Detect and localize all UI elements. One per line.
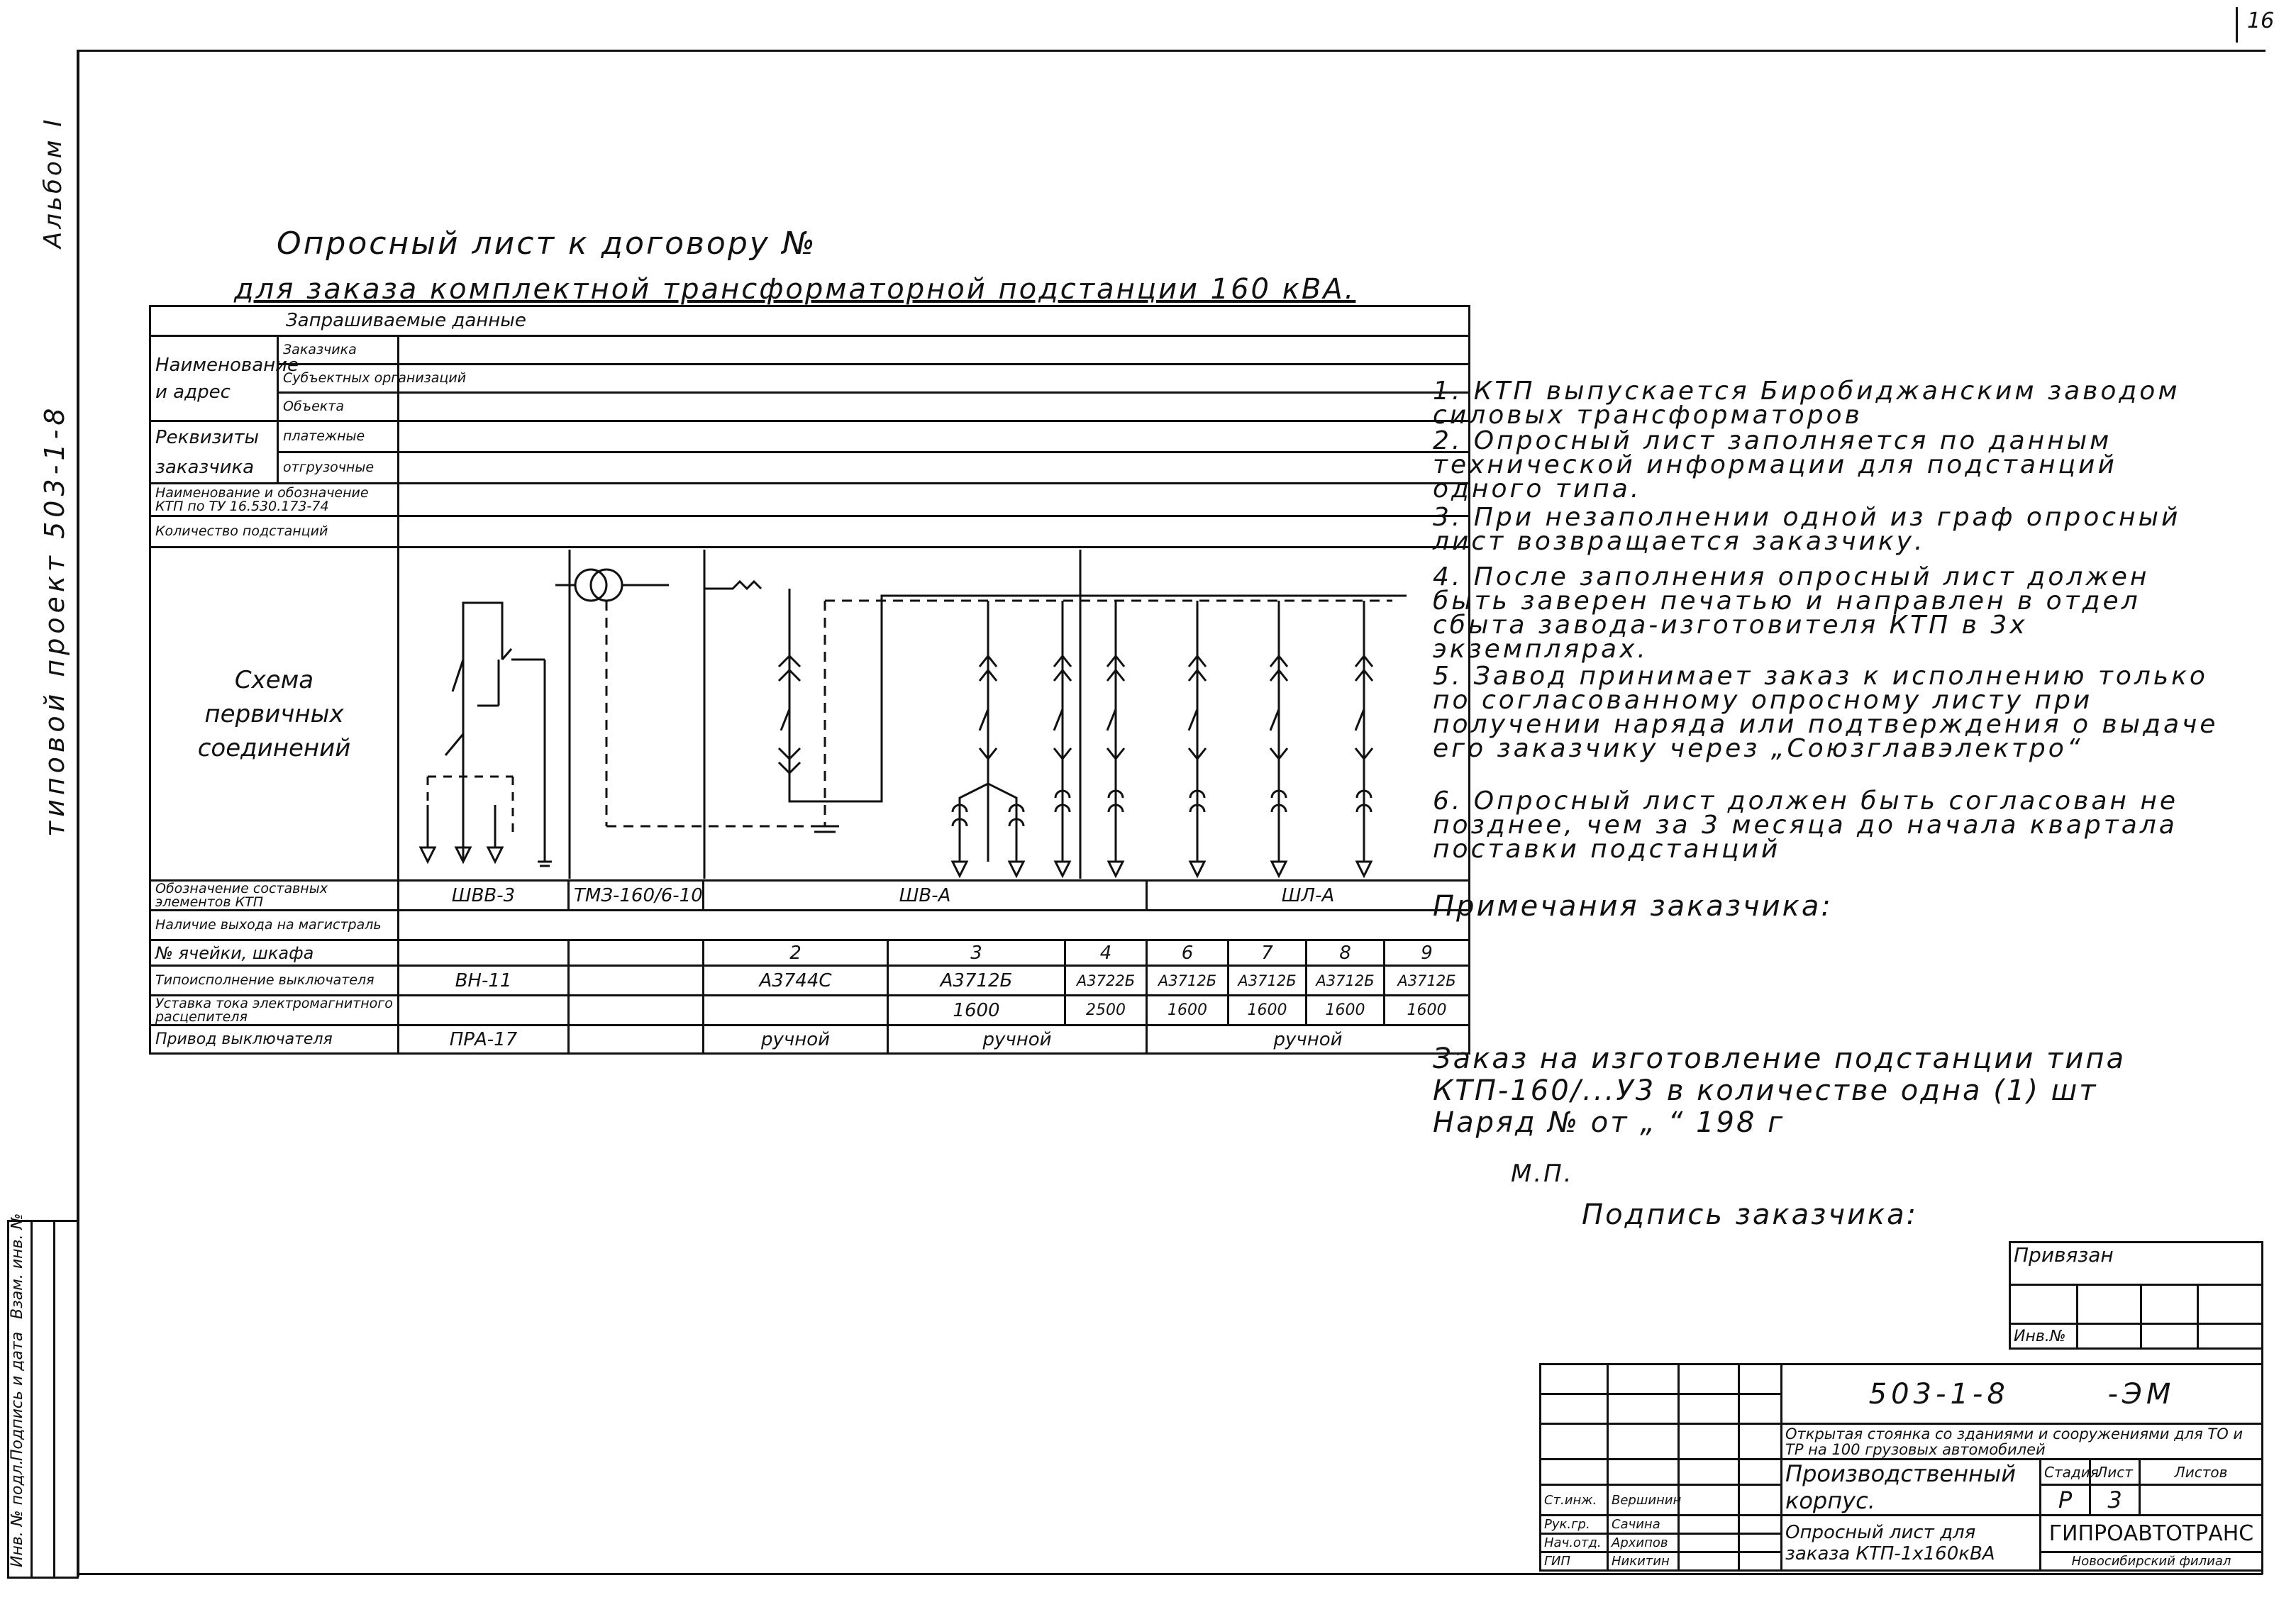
doc-code-suffix: -ЭМ <box>2107 1377 2175 1411</box>
row-3-label: Типоисполнение выключателя <box>150 966 399 996</box>
stamp-label-3: Взам. инв. № <box>9 1213 26 1319</box>
order-line1: Заказ на изготовление подстанции типа <box>1433 1043 2126 1075</box>
name-sub-1: Субъектных организаций <box>278 365 399 393</box>
bottom-border <box>77 1573 2263 1575</box>
row-5-cell-0: ПРА-17 <box>399 1025 569 1054</box>
row-2-cell-0 <box>399 940 569 966</box>
seal-label: М.П. <box>1511 1160 1574 1188</box>
schema-cell <box>399 547 1470 881</box>
name-2: Архипов <box>1608 1534 1679 1552</box>
sheets-value <box>2140 1485 2263 1516</box>
doc-title: Опросный лист для заказа КТП-1х160кВА <box>1782 1516 2041 1571</box>
note-5: 5. Завод принимает заказ к исполнению только по согласованному опросному листу при получении наряда или подтверждения о выдаче его заказчику через „Союзглавэлектро“ <box>1433 662 2219 763</box>
row-0-label: Обозначение составных элементов КТП <box>150 881 399 911</box>
name-0: Вершинин <box>1608 1485 1679 1516</box>
project-label: типовой проект 503-1-8 <box>39 404 70 837</box>
note-2: 2. Опросный лист заполняется по данным технической информации для подстанций одного типа. <box>1433 426 2117 504</box>
sheet-value: 3 <box>2090 1485 2140 1516</box>
stamp-label-1: Инв. № подл. <box>9 1460 26 1567</box>
customer-notes-label: Примечания заказчика: <box>1433 890 1833 923</box>
row-5-cell-1 <box>569 1025 704 1054</box>
row-2-label: № ячейки, шкафа <box>150 940 399 966</box>
linked-stamp <box>2009 1241 2263 1350</box>
inv-label: Инв.№ <box>2010 1324 2078 1349</box>
name-value-1[interactable] <box>399 365 1470 393</box>
outgoing-arrows <box>421 847 1371 876</box>
single-line-diagram <box>399 550 1392 879</box>
note-1: 1. КТП выпускается Биробиджанским заводом силовых трансформаторов <box>1433 377 2180 430</box>
order-line2: КТП-160/...У3 в количестве одна (1) шт <box>1433 1074 2098 1107</box>
heading-line1: Опросный лист к договору № <box>277 226 817 262</box>
row-3-cell-7: А3712Б <box>1307 966 1385 996</box>
row-5-label: Привод выключателя <box>150 1025 399 1054</box>
req-label: Реквизиты заказчика <box>150 421 278 484</box>
row-3-cell-3: А3712Б <box>888 966 1065 996</box>
heading-line2: для заказа комплектной трансформаторной подстанции 160 кВА. <box>234 273 1356 306</box>
designation-label: Наименование и обозначение КТП по ТУ 16.530.173-74 <box>150 484 399 516</box>
req-value-1[interactable] <box>399 452 1470 484</box>
schema-label: Схема первичных соединений <box>150 547 399 881</box>
row-3-cell-0: ВН-11 <box>399 966 569 996</box>
row-3-cell-8: А3712Б <box>1385 966 1470 996</box>
name-value-0[interactable] <box>399 336 1470 365</box>
row-5-cell-2: ручной <box>704 1025 888 1054</box>
name-label: Наименование и адрес <box>150 336 278 421</box>
row-0-cell-1: ТМЗ-160/6-10 <box>569 881 704 911</box>
row-4-label: Уставка тока электромагнитного расцепителя <box>150 996 399 1025</box>
row-2-cell-6: 7 <box>1229 940 1307 966</box>
name-sub-0: Заказчика <box>278 336 399 365</box>
signature-2 <box>1679 1534 1739 1552</box>
building-name: Производственный корпус. <box>1782 1460 2041 1516</box>
role-3: ГИП <box>1541 1552 1608 1571</box>
req-value-0[interactable] <box>399 421 1470 452</box>
object-name: Открытая стоянка со зданиями и сооружениями для ТО и ТР на 100 грузовых автомобилей <box>1782 1424 2263 1460</box>
name-value-2[interactable] <box>399 393 1470 421</box>
role-0: Ст.инж. <box>1541 1485 1608 1516</box>
questionnaire-table <box>149 305 1470 1055</box>
row-4-cell-7: 1600 <box>1307 996 1385 1025</box>
row-1-label: Наличие выхода на магистраль <box>150 911 399 940</box>
stamp-label-2: Подпись и дата <box>9 1331 26 1461</box>
title-block <box>1539 1363 2263 1572</box>
branch-name: Новосибирский филиал <box>2041 1552 2263 1571</box>
name-sub-2: Объекта <box>278 393 399 421</box>
page-number: 16 <box>2247 9 2275 33</box>
row-2-cell-1 <box>569 940 704 966</box>
requested-data-header: Запрашиваемые данные <box>150 306 1470 336</box>
album-label: Альбом I <box>39 116 67 248</box>
doc-code-number: 503-1-8 <box>1868 1377 2009 1411</box>
row-3-cell-6: А3712Б <box>1229 966 1307 996</box>
row-4-cell-2 <box>704 996 888 1025</box>
count-value[interactable] <box>399 516 1470 547</box>
sheets-header: Листов <box>2140 1460 2263 1485</box>
note-4: 4. После заполнения опросный лист должен быть заверен печатью и направлен в отдел сбыта завода-изготовителя КТП в 3х экземплярах. <box>1433 562 2150 664</box>
org-name: ГИПРОАВТОТРАНС <box>2041 1516 2263 1552</box>
row-3-cell-4: А3722Б <box>1065 966 1147 996</box>
order-line3: Наряд № от „ “ 198 г <box>1433 1106 1785 1139</box>
row-0-cell-3: ШЛ-А <box>1147 881 1470 911</box>
row-3-cell-5: А3712Б <box>1147 966 1229 996</box>
row-0-cell-2: ШВ-А <box>704 881 1147 911</box>
row-1-value[interactable] <box>399 911 1470 940</box>
row-5-cell-4: ручной <box>1147 1025 1470 1054</box>
note-3: 3. При незаполнении одной из граф опросный лист возвращается заказчику. <box>1433 503 2181 556</box>
row-0-cell-0: ШВВ-3 <box>399 881 569 911</box>
stage-header: Стадия <box>2041 1460 2090 1485</box>
row-4-cell-6: 1600 <box>1229 996 1307 1025</box>
name-1: Сачина <box>1608 1516 1679 1534</box>
row-4-cell-3: 1600 <box>888 996 1065 1025</box>
row-4-cell-8: 1600 <box>1385 996 1470 1025</box>
row-2-cell-2: 2 <box>704 940 888 966</box>
sheet-header: Лист <box>2090 1460 2140 1485</box>
stage-value: Р <box>2041 1485 2090 1516</box>
note-6: 6. Опросный лист должен быть согласован не позднее, чем за 3 месяца до начала квартала поставки подстанций <box>1433 786 2179 864</box>
feeder-group <box>953 601 1372 862</box>
role-1: Рук.гр. <box>1541 1516 1608 1534</box>
count-label: Количество подстанций <box>150 516 399 547</box>
signature-3 <box>1679 1552 1739 1571</box>
customer-notes-area[interactable] <box>1433 929 2234 1028</box>
signature-1 <box>1679 1516 1739 1534</box>
name-3: Никитин <box>1608 1552 1679 1571</box>
row-2-cell-8: 9 <box>1385 940 1470 966</box>
signature-0 <box>1679 1485 1739 1516</box>
row-4-cell-0 <box>399 996 569 1025</box>
doc-code <box>1782 1364 2263 1424</box>
row-2-cell-3: 3 <box>888 940 1065 966</box>
req-sub-1: отгрузочные <box>278 452 399 484</box>
signature-label: Подпись заказчика: <box>1582 1199 1919 1231</box>
row-5-cell-3: ручной <box>888 1025 1147 1054</box>
row-3-cell-1 <box>569 966 704 996</box>
linked-label: Привязан <box>2010 1243 2263 1285</box>
row-2-cell-7: 8 <box>1307 940 1385 966</box>
row-4-cell-5: 1600 <box>1147 996 1229 1025</box>
row-2-cell-5: 6 <box>1147 940 1229 966</box>
row-3-cell-2: А3744С <box>704 966 888 996</box>
designation-value[interactable] <box>399 484 1470 516</box>
role-2: Нач.отд. <box>1541 1534 1608 1552</box>
row-2-cell-4: 4 <box>1065 940 1147 966</box>
row-4-cell-1 <box>569 996 704 1025</box>
row-4-cell-4: 2500 <box>1065 996 1147 1025</box>
req-sub-0: платежные <box>278 421 399 452</box>
